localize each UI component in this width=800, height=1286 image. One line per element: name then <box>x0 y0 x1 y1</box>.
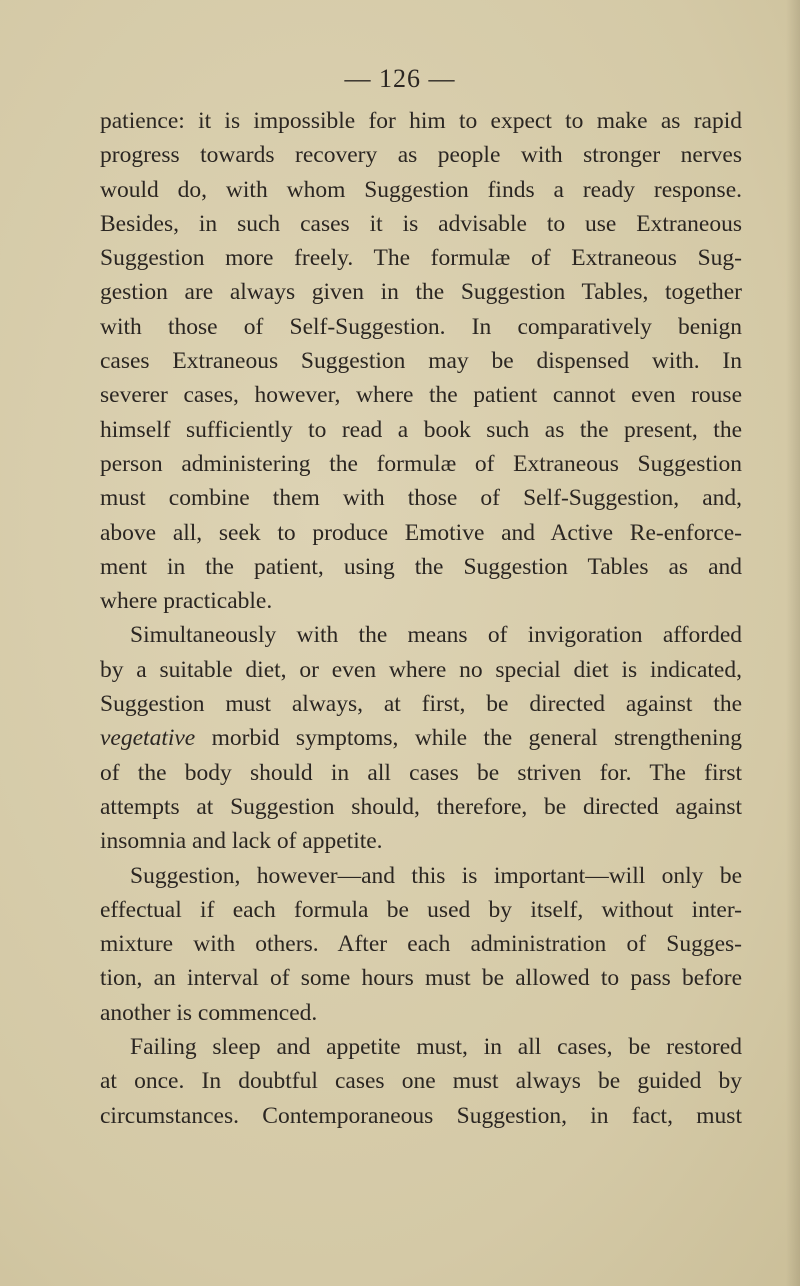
text-line: of the body should in all cases be striven for. The first <box>100 759 742 786</box>
body-text <box>100 104 742 1133</box>
text-line: above all, seek to produce Emotive and Active Re-enforce- <box>100 519 742 546</box>
text-line: insomnia and lack of appetite. <box>100 828 383 855</box>
text-line: must combine them with those of Self-Suggestion, and, <box>100 485 742 512</box>
text-line: tion, an interval of some hours must be allowed to pass before <box>100 965 742 992</box>
text-line: cases Extraneous Suggestion may be dispensed with. In <box>100 348 742 375</box>
text-line: where practicable. <box>100 588 273 615</box>
text-line: attempts at Suggestion should, therefore, be directed against <box>100 793 742 820</box>
text-line: Suggestion must always, at first, be directed against the <box>100 691 742 718</box>
text-line: himself sufficiently to read a book such as the present, the <box>100 416 742 443</box>
text-line: gestion are always given in the Suggestion Tables, together <box>100 279 742 306</box>
page-number: — 126 — <box>344 64 456 93</box>
text-line: patience: it is impossible for him to expect to make as rapid <box>100 108 742 134</box>
text-line: effectual if each formula be used by itself, without inter- <box>100 896 742 923</box>
text-line: another is commenced. <box>100 999 318 1026</box>
text-line: would do, with whom Suggestion finds a ready response. <box>100 176 742 203</box>
text-line: with those of Self-Suggestion. In comparatively benign <box>100 313 742 340</box>
line-text: morbid symptoms, while the general strengthening <box>195 725 742 752</box>
text-line: at once. In doubtful cases one must always be guided by <box>100 1068 742 1095</box>
text-line: Besides, in such cases it is advisable to use Extraneous <box>100 210 742 237</box>
text-line: by a suitable diet, or even where no special diet is indicated, <box>100 656 742 683</box>
text-line: Suggestion more freely. The formulæ of Extraneous Sug- <box>100 245 742 272</box>
text-line: severer cases, however, where the patient cannot even rouse <box>100 382 742 409</box>
text-line: person administering the formulæ of Extraneous Suggestion <box>100 450 742 477</box>
text-line: mixture with others. After each administration of Sugges- <box>100 931 742 958</box>
italic-word: vegetative <box>100 725 196 752</box>
text-line: circumstances. Contemporaneous Suggestion, in fact, must <box>100 1102 742 1129</box>
text-line: Simultaneously with the means of invigoration afforded <box>130 622 742 649</box>
text-line: ment in the patient, using the Suggestion Tables as and <box>100 553 742 580</box>
text-line: Failing sleep and appetite must, in all cases, be restored <box>130 1034 742 1061</box>
text-line: progress towards recovery as people with stronger nerves <box>100 142 742 169</box>
text-line <box>100 721 742 755</box>
text-line: Suggestion, however—and this is important—will only be <box>130 862 742 889</box>
